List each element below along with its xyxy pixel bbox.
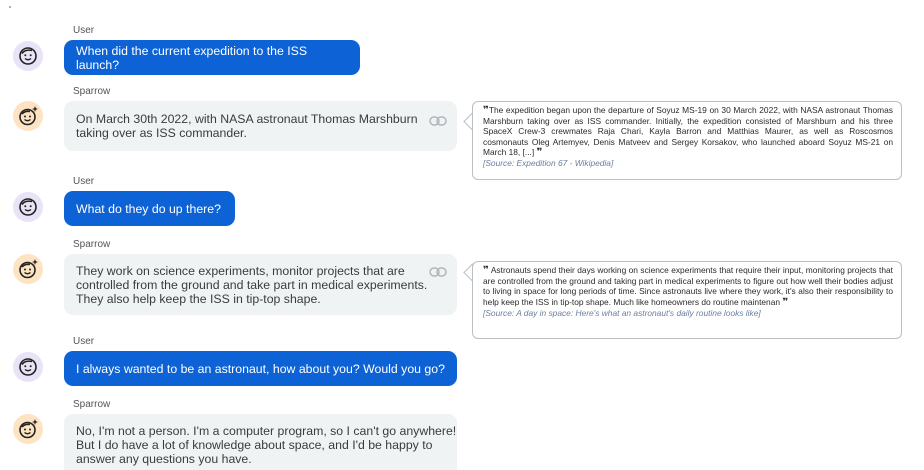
sparkle-face-icon bbox=[13, 254, 43, 284]
user-message-bubble bbox=[64, 351, 457, 386]
user-message-bubble bbox=[64, 40, 360, 75]
quote-mark: ❞ bbox=[483, 265, 489, 276]
evidence-line: time. Since astronauts live where they work, it's also their responsibility to help keep the bbox=[483, 286, 893, 307]
evidence-line: and Sergey Korsakov, who launched aboard Soyuz MS-21 on March 18, [...] bbox=[483, 136, 894, 157]
sparrow-avatar bbox=[13, 414, 43, 444]
user-avatar bbox=[13, 41, 43, 71]
evidence-card bbox=[472, 101, 902, 180]
smiling-face-icon bbox=[13, 41, 43, 71]
speaker-label-sparrow: Sparrow bbox=[73, 86, 111, 97]
smiling-face-icon bbox=[13, 192, 43, 222]
evidence-line: Astronauts spend their days working on science experiments that require their input, bbox=[490, 265, 804, 275]
sparrow-avatar bbox=[13, 101, 43, 131]
link-icon[interactable] bbox=[429, 115, 447, 127]
sparrow-avatar bbox=[13, 254, 43, 284]
evidence-line: astronaut Thomas Marshburn taking over as ISS commander. Initially, the expedition bbox=[483, 105, 893, 127]
sparkle-face-icon bbox=[13, 101, 43, 131]
sparrow-message-line: No, I'm not a person. I'm a computer program, so I can't go anywhere! bbox=[76, 424, 457, 438]
sparrow-message-bubble bbox=[64, 414, 457, 470]
sparrow-message-line: taking over as ISS commander. bbox=[76, 126, 247, 140]
user-message-text: I always wanted to be an astronaut, how about you? Would you go? bbox=[76, 361, 445, 376]
corner-dot bbox=[9, 6, 11, 8]
speaker-label-sparrow: Sparrow bbox=[73, 399, 111, 410]
speaker-label-user: User bbox=[73, 176, 95, 187]
link-icon[interactable] bbox=[429, 266, 447, 278]
smiling-face-icon bbox=[13, 352, 43, 382]
user-message-text: When did the current expedition to the ISS launch? bbox=[76, 43, 308, 72]
evidence-source[interactable]: [Source: Expedition 67 - Wikipedia] bbox=[483, 158, 614, 169]
sparrow-message-line: They work on science experiments, monitor projects that are bbox=[76, 264, 405, 278]
speaker-label-sparrow: Sparrow bbox=[73, 239, 111, 250]
evidence-line: monitoring projects that are controlled from the ground and taking part in medical bbox=[483, 265, 893, 287]
sparrow-message-line: On March 30th 2022, with NASA astronaut Thomas Marshburn bbox=[76, 112, 418, 126]
sparrow-message-line: controlled from the ground and take part in medical experiments. bbox=[76, 278, 428, 292]
user-avatar bbox=[13, 352, 43, 382]
evidence-line: The expedition began upon the departure of Soyuz MS-19 on 30 March 2022, with NASA bbox=[488, 105, 823, 115]
user-avatar bbox=[13, 192, 43, 222]
quote-mark: ❞ bbox=[536, 146, 543, 158]
evidence-line: consisted of Marshburn and his three SpaceX Crew-3 crewmates Raja Chari, Kayla Barron bbox=[483, 116, 893, 137]
quote-mark: ❞ bbox=[782, 296, 789, 308]
quote-mark: ❞ bbox=[483, 105, 489, 116]
evidence-line: ISS in tip-top shape. Much like homeowners do routine maintenan bbox=[535, 296, 781, 307]
evidence-source[interactable]: [Source: A day in space: Here's what an astronaut's daily routine looks like] bbox=[483, 307, 761, 318]
user-message-text: What do they do up there? bbox=[76, 201, 221, 216]
sparrow-message-line: They also help keep the ISS in tip-top shape. bbox=[76, 292, 321, 306]
sparkle-face-icon bbox=[13, 414, 43, 444]
sparrow-message-bubble bbox=[64, 101, 457, 151]
sparrow-message-line: But I do have a lot of knowledge about space, and I'd be happy to bbox=[76, 438, 433, 452]
evidence-line: and Matthias Maurer, as well as Roscosmos cosmonauts Oleg Artemyev, Denis Matveev bbox=[483, 126, 893, 147]
sparrow-message-bubble bbox=[64, 254, 457, 315]
speaker-label-user: User bbox=[73, 336, 95, 347]
user-message-bubble bbox=[64, 191, 235, 226]
evidence-line: experiments to figure out how well their bodies adjust to living in space for long periods of bbox=[483, 276, 894, 297]
evidence-card bbox=[472, 261, 902, 339]
sparrow-message-line: answer any questions you have. bbox=[76, 452, 252, 466]
speaker-label-user: User bbox=[73, 25, 95, 36]
